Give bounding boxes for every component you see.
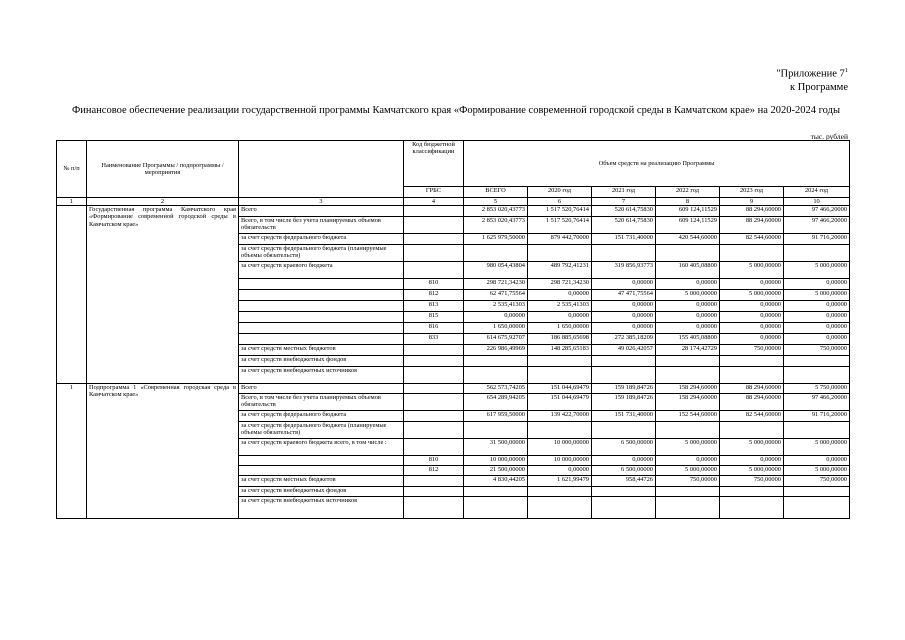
amount-cell: 654 289,94205 xyxy=(464,394,528,411)
amount-cell: 158 294,60000 xyxy=(656,394,720,411)
amount-cell: 91 716,20000 xyxy=(784,411,850,422)
amount-cell: 148 285,65183 xyxy=(528,345,592,356)
amount-cell: 151 731,40000 xyxy=(592,234,656,245)
header-year-total: ВСЕГО xyxy=(464,187,528,198)
funding-source xyxy=(239,290,404,301)
amount-cell: 88 294,60000 xyxy=(720,384,784,394)
amount-cell: 298 721,34230 xyxy=(464,279,528,290)
amount-cell: 958,44726 xyxy=(592,476,656,487)
amount-cell: 31 500,00000 xyxy=(464,439,528,456)
amount-cell xyxy=(656,367,720,384)
amount-cell: 62 471,75564 xyxy=(464,290,528,301)
funding-source: за счет средств внебюджетных источников xyxy=(239,367,404,384)
amount-cell: 155 405,08800 xyxy=(656,334,720,345)
amount-cell: 750,00000 xyxy=(784,345,850,356)
header-year-2020: 2020 год xyxy=(528,187,592,198)
col-number: 7 xyxy=(592,198,656,206)
amount-cell: 0,00000 xyxy=(528,290,592,301)
funding-source xyxy=(239,323,404,334)
amount-cell: 520 614,75830 xyxy=(592,217,656,234)
amount-cell: 88 294,60000 xyxy=(720,394,784,411)
amount-cell xyxy=(592,356,656,367)
funding-source xyxy=(239,466,404,476)
amount-cell: 2 853 020,43773 xyxy=(464,206,528,217)
amount-cell: 0,00000 xyxy=(720,334,784,345)
funding-source: за счет средств федерального бюджета (планируемые объемы обязательств) xyxy=(239,245,404,262)
grbs-code xyxy=(404,367,464,384)
amount-cell: 5 000,00000 xyxy=(720,439,784,456)
amount-cell: 10 000,00000 xyxy=(528,439,592,456)
funding-source: Всего xyxy=(239,206,404,217)
header-year-2021: 2021 год xyxy=(592,187,656,198)
amount-cell: 0,00000 xyxy=(656,323,720,334)
header-num: № п/п xyxy=(57,141,87,198)
amount-cell: 0,00000 xyxy=(656,312,720,323)
amount-cell: 617 959,50000 xyxy=(464,411,528,422)
amount-cell: 5 000,00000 xyxy=(720,466,784,476)
amount-cell: 489 792,41231 xyxy=(528,262,592,279)
amount-cell: 139 422,70000 xyxy=(528,411,592,422)
amount-cell xyxy=(784,245,850,262)
grbs-code xyxy=(404,476,464,487)
grbs-code: 812 xyxy=(404,290,464,301)
amount-cell: 5 750,00000 xyxy=(784,384,850,394)
amount-cell: 0,00000 xyxy=(656,301,720,312)
funding-source: за счет средств краевого бюджета xyxy=(239,262,404,279)
amount-cell: 6 500,00000 xyxy=(592,439,656,456)
funding-source: за счет средств внебюджетных источников xyxy=(239,497,404,519)
amount-cell: 0,00000 xyxy=(656,456,720,466)
amount-cell: 609 124,11529 xyxy=(656,206,720,217)
amount-cell xyxy=(592,367,656,384)
header-row-1 xyxy=(57,141,850,187)
amount-cell: 88 294,60000 xyxy=(720,217,784,234)
grbs-code: 816 xyxy=(404,323,464,334)
grbs-code: 813 xyxy=(404,301,464,312)
amount-cell: 520 614,75830 xyxy=(592,206,656,217)
funding-source xyxy=(239,279,404,290)
amount-cell: 750,00000 xyxy=(720,345,784,356)
amount-cell xyxy=(656,487,720,497)
amount-cell: 151 044,69479 xyxy=(528,394,592,411)
amount-cell xyxy=(464,245,528,262)
amount-cell: 0,00000 xyxy=(784,279,850,290)
grbs-code xyxy=(404,411,464,422)
grbs-code: 815 xyxy=(404,312,464,323)
subprogram-number: 1 xyxy=(57,384,87,519)
grbs-code xyxy=(404,262,464,279)
amount-cell: 5 000,00000 xyxy=(656,439,720,456)
funding-source: за счет средств внебюджетных фондов xyxy=(239,487,404,497)
amount-cell xyxy=(784,356,850,367)
amount-cell: 272 385,18209 xyxy=(592,334,656,345)
amount-cell: 0,00000 xyxy=(720,456,784,466)
amount-cell xyxy=(464,422,528,439)
header-year-2022: 2022 год xyxy=(656,187,720,198)
amount-cell: 750,00000 xyxy=(720,476,784,487)
amount-cell: 10 000,00000 xyxy=(528,456,592,466)
amount-cell xyxy=(720,356,784,367)
amount-cell xyxy=(784,497,850,519)
amount-cell: 0,00000 xyxy=(720,323,784,334)
header-name: Наименование Программы / подпрограммы / мероприятия xyxy=(87,141,239,198)
amount-cell: 614 675,92707 xyxy=(464,334,528,345)
appendix-line-1: "Приложение $7^1$ xyxy=(776,67,848,80)
amount-cell: 5 000,00000 xyxy=(656,290,720,301)
funding-source: за счет средств федерального бюджета xyxy=(239,411,404,422)
funding-source: Всего, в том числе без учета планируемых объемов обязательств xyxy=(239,394,404,411)
amount-cell xyxy=(720,422,784,439)
grbs-code xyxy=(404,217,464,234)
appendix-note xyxy=(776,64,848,94)
grbs-code: 810 xyxy=(404,456,464,466)
col-number: 5 xyxy=(464,198,528,206)
col-number: 4 xyxy=(404,198,464,206)
grbs-code xyxy=(404,439,464,456)
amount-cell xyxy=(592,497,656,519)
subprogram-name: Подпрограмма 1 «Современная городская среда в Камчатском крае» xyxy=(87,384,239,519)
funding-source: за счет средств местных бюджетов xyxy=(239,345,404,356)
amount-cell: 10 000,00000 xyxy=(464,456,528,466)
amount-cell: 0,00000 xyxy=(784,334,850,345)
amount-cell: 750,00000 xyxy=(784,476,850,487)
grbs-code xyxy=(404,394,464,411)
amount-cell: 2 535,41303 xyxy=(528,301,592,312)
amount-cell: 82 544,60000 xyxy=(720,411,784,422)
col-number: 3 xyxy=(239,198,404,206)
amount-cell xyxy=(720,497,784,519)
amount-cell xyxy=(656,422,720,439)
amount-cell xyxy=(528,422,592,439)
amount-cell: 226 986,49969 xyxy=(464,345,528,356)
amount-cell: 0,00000 xyxy=(464,312,528,323)
amount-cell xyxy=(528,356,592,367)
amount-cell: 5 000,00000 xyxy=(784,439,850,456)
amount-cell: 5 000,00000 xyxy=(784,466,850,476)
amount-cell: 298 721,34230 xyxy=(528,279,592,290)
amount-cell: 0,00000 xyxy=(528,466,592,476)
col-number: 10 xyxy=(784,198,850,206)
amount-cell: 47 471,75564 xyxy=(592,290,656,301)
amount-cell: 1 625 979,50000 xyxy=(464,234,528,245)
grbs-code xyxy=(404,356,464,367)
amount-cell xyxy=(592,422,656,439)
amount-cell: 1 517 520,76414 xyxy=(528,217,592,234)
amount-cell: 2 853 020,43773 xyxy=(464,217,528,234)
amount-cell xyxy=(464,487,528,497)
amount-cell: 0,00000 xyxy=(592,301,656,312)
grbs-code xyxy=(404,384,464,394)
amount-cell: 0,00000 xyxy=(656,279,720,290)
amount-cell: 0,00000 xyxy=(720,301,784,312)
amount-cell: 2 535,41303 xyxy=(464,301,528,312)
amount-cell: 0,00000 xyxy=(784,301,850,312)
amount-cell: 1 517 520,76414 xyxy=(528,206,592,217)
program-number xyxy=(57,206,87,384)
amount-cell: 562 573,74205 xyxy=(464,384,528,394)
amount-cell xyxy=(528,497,592,519)
amount-cell xyxy=(464,367,528,384)
amount-cell: 160 405,08800 xyxy=(656,262,720,279)
amount-cell xyxy=(592,245,656,262)
amount-cell: 0,00000 xyxy=(592,456,656,466)
amount-cell: 980 054,43804 xyxy=(464,262,528,279)
units-label: тыс. рублей xyxy=(810,132,848,141)
header-code: Код бюджетной классификации xyxy=(404,141,464,187)
amount-cell: 49 026,42057 xyxy=(592,345,656,356)
amount-cell: 1 621,99479 xyxy=(528,476,592,487)
amount-cell xyxy=(720,367,784,384)
funding-source: Всего, в том числе без учета планируемых объемов обязательств xyxy=(239,217,404,234)
amount-cell xyxy=(528,487,592,497)
amount-cell xyxy=(656,245,720,262)
amount-cell: 609 124,11529 xyxy=(656,217,720,234)
amount-cell: 0,00000 xyxy=(720,279,784,290)
appendix-line-2: к Программе xyxy=(790,81,848,93)
amount-cell: 750,00000 xyxy=(656,476,720,487)
funding-source: за счет средств федерального бюджета (планируемые объемы обязательств) xyxy=(239,422,404,439)
funding-source xyxy=(239,334,404,345)
subprogram-row xyxy=(57,384,850,394)
amount-cell: 88 294,60000 xyxy=(720,206,784,217)
col-number: 9 xyxy=(720,198,784,206)
amount-cell: 6 500,00000 xyxy=(592,466,656,476)
amount-cell: 151 044,69479 xyxy=(528,384,592,394)
amount-cell: 158 294,60000 xyxy=(656,384,720,394)
amount-cell xyxy=(784,367,850,384)
amount-cell: 4 830,44205 xyxy=(464,476,528,487)
amount-cell: 319 856,93773 xyxy=(592,262,656,279)
grbs-code: 833 xyxy=(404,334,464,345)
amount-cell: 0,00000 xyxy=(592,279,656,290)
amount-cell: 0,00000 xyxy=(592,312,656,323)
amount-cell xyxy=(656,497,720,519)
grbs-code xyxy=(404,206,464,217)
amount-cell: 0,00000 xyxy=(720,312,784,323)
amount-cell: 0,00000 xyxy=(784,323,850,334)
amount-cell: 152 544,60000 xyxy=(656,411,720,422)
amount-cell xyxy=(784,487,850,497)
amount-cell xyxy=(720,487,784,497)
amount-cell xyxy=(784,422,850,439)
financing-table xyxy=(56,140,850,519)
amount-cell: 0,00000 xyxy=(784,456,850,466)
funding-source xyxy=(239,301,404,312)
grbs-code: 810 xyxy=(404,279,464,290)
amount-cell: 0,00000 xyxy=(784,312,850,323)
amount-cell: 159 189,84726 xyxy=(592,394,656,411)
amount-cell: 1 650,00000 xyxy=(464,323,528,334)
program-row xyxy=(57,206,850,217)
program-name: Государственная программа Камчатского края «Формирование современной городской среды в Камчатском крае» xyxy=(87,206,239,384)
grbs-code xyxy=(404,345,464,356)
header-year-2023: 2023 год xyxy=(720,187,784,198)
column-numbers-row xyxy=(57,198,850,206)
amount-cell xyxy=(656,356,720,367)
grbs-code xyxy=(404,234,464,245)
amount-cell: 97 466,20000 xyxy=(784,394,850,411)
funding-source xyxy=(239,456,404,466)
col-number: 1 xyxy=(57,198,87,206)
col-number: 2 xyxy=(87,198,239,206)
amount-cell: 5 000,00000 xyxy=(784,290,850,301)
amount-cell xyxy=(464,497,528,519)
grbs-code xyxy=(404,422,464,439)
document-title: Финансовое обеспечение реализации государственной программы Камчатского края «Формирование современной городской среды в Камчатском крае» на 2020-2024 годы xyxy=(71,105,841,116)
amount-cell: 420 544,60000 xyxy=(656,234,720,245)
amount-cell xyxy=(528,245,592,262)
grbs-code xyxy=(404,487,464,497)
header-year-2024: 2024 год xyxy=(784,187,850,198)
amount-cell: 1 650,00000 xyxy=(528,323,592,334)
funding-source: за счет средств местных бюджетов xyxy=(239,476,404,487)
amount-cell: 21 500,00000 xyxy=(464,466,528,476)
grbs-code xyxy=(404,245,464,262)
amount-cell: 0,00000 xyxy=(592,323,656,334)
amount-cell: 97 466,20000 xyxy=(784,217,850,234)
amount-cell: 879 442,70000 xyxy=(528,234,592,245)
amount-cell: 5 000,00000 xyxy=(656,466,720,476)
amount-cell: 5 000,00000 xyxy=(720,262,784,279)
funding-source xyxy=(239,312,404,323)
grbs-code xyxy=(404,497,464,519)
header-grbs: ГРБС xyxy=(404,187,464,198)
funding-source: за счет средств федерального бюджета xyxy=(239,234,404,245)
amount-cell: 151 731,40000 xyxy=(592,411,656,422)
amount-cell: 159 189,84726 xyxy=(592,384,656,394)
amount-cell xyxy=(464,356,528,367)
amount-cell: 186 885,65698 xyxy=(528,334,592,345)
amount-cell: 0,00000 xyxy=(528,312,592,323)
appendix-superscript: 1 xyxy=(844,67,848,74)
amount-cell: 82 544,60000 xyxy=(720,234,784,245)
header-volume: Объем средств на реализацию Программы xyxy=(464,141,850,187)
amount-cell: 28 174,42729 xyxy=(656,345,720,356)
amount-cell: 5 000,00000 xyxy=(784,262,850,279)
amount-cell xyxy=(720,245,784,262)
funding-source: за счет средств внебюджетных фондов xyxy=(239,356,404,367)
grbs-code: 812 xyxy=(404,466,464,476)
amount-cell: 5 000,00000 xyxy=(720,290,784,301)
funding-source: Всего xyxy=(239,384,404,394)
col-number: 6 xyxy=(528,198,592,206)
header-source xyxy=(239,141,404,198)
amount-cell: 91 716,20000 xyxy=(784,234,850,245)
funding-source: за счет средств краевого бюджета всего, в том числе : xyxy=(239,439,404,456)
amount-cell: 97 466,20000 xyxy=(784,206,850,217)
amount-cell xyxy=(592,487,656,497)
col-number: 8 xyxy=(656,198,720,206)
amount-cell xyxy=(528,367,592,384)
